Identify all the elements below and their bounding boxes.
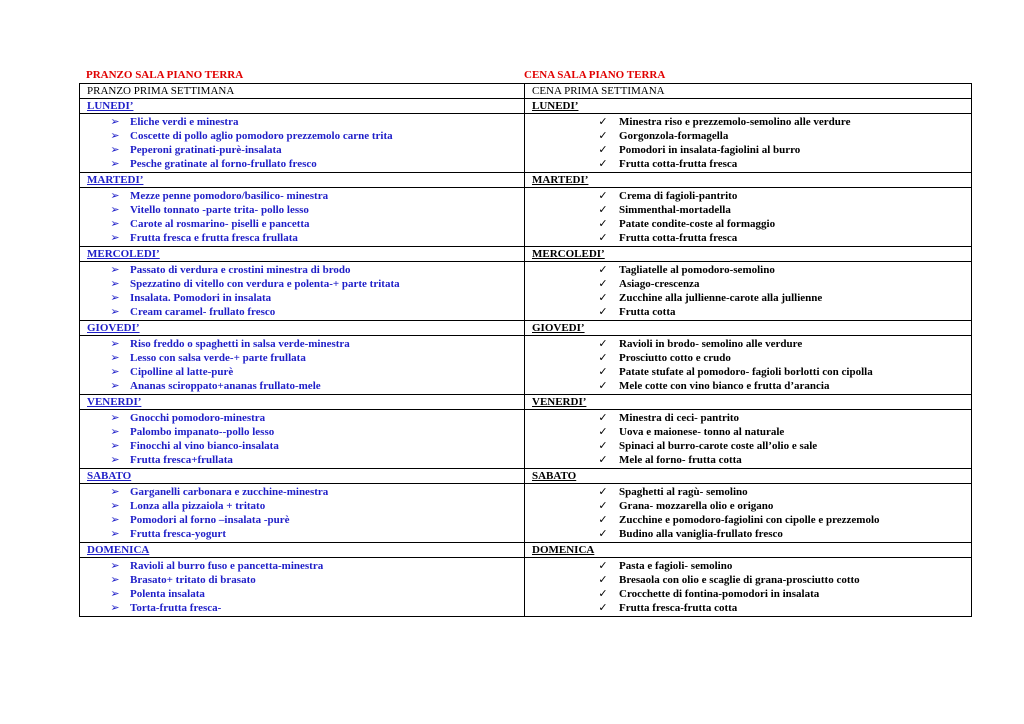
arrow-bullet-icon: ➢ [110,412,120,424]
lunch-dishes-cell [80,558,525,617]
lunch-dish-text: Pomodori al forno –insalata -purè [130,514,290,526]
arrow-bullet-icon: ➢ [110,486,120,498]
dinner-dish [525,499,971,513]
lunch-dish [80,203,524,217]
checkmark-icon: ✓ [598,306,608,318]
arrow-bullet-icon: ➢ [110,352,120,364]
lunch-day-label: VENERDI’ [80,395,525,410]
checkmark-icon: ✓ [598,190,608,202]
lunch-dish-text: Palombo impanato--pollo lesso [130,426,275,438]
dinner-dish [525,115,971,129]
dinner-dish-text: Mele cotte con vino bianco e frutta d’arancia [619,380,830,392]
dinner-section-title: CENA SALA PIANO TERRA [524,69,666,81]
day-row [80,247,972,262]
arrow-bullet-icon: ➢ [110,560,120,572]
dinner-dish-text: Frutta cotta-frutta fresca [619,158,738,170]
checkmark-icon: ✓ [598,574,608,586]
dinner-dish [525,143,971,157]
dinner-dish-text: Frutta cotta-frutta fresca [619,232,738,244]
lunch-dishes-cell [80,410,525,469]
arrow-bullet-icon: ➢ [110,574,120,586]
dinner-dish-text: Mele al forno- frutta cotta [619,454,742,466]
lunch-dishes-cell [80,262,525,321]
dinner-dish-text: Zucchine e pomodoro-fagiolini con cipolle e prezzemolo [619,514,880,526]
dinner-dish [525,129,971,143]
checkmark-icon: ✓ [598,278,608,290]
dinner-dish [525,439,971,453]
dinner-dish-list [525,337,971,393]
lunch-dish [80,453,524,467]
dinner-dish-text: Grana- mozzarella olio e origano [619,500,774,512]
lunch-dish [80,351,524,365]
dinner-dish-list [525,189,971,245]
lunch-dish [80,157,524,171]
lunch-dish [80,143,524,157]
arrow-bullet-icon: ➢ [110,366,120,378]
checkmark-icon: ✓ [598,380,608,392]
dinner-dish-text: Patate stufate al pomodoro- fagioli borlotti con cipolla [619,366,873,378]
lunch-dish [80,513,524,527]
lunch-dish-list [80,411,524,467]
lunch-dish-text: Vitello tonnato -parte trita- pollo lesso [130,204,309,216]
checkmark-icon: ✓ [598,514,608,526]
dinner-dish [525,203,971,217]
lunch-dish [80,337,524,351]
lunch-dish-text: Pesche gratinate al forno-frullato fresco [130,158,317,170]
lunch-day-label: SABATO [80,469,525,484]
dinner-dish [525,411,971,425]
arrow-bullet-icon: ➢ [110,528,120,540]
arrow-bullet-icon: ➢ [110,602,120,614]
dinner-dish [525,277,971,291]
dinner-dishes-cell [525,484,972,543]
arrow-bullet-icon: ➢ [110,500,120,512]
lunch-dish-text: Spezzatino di vitello con verdura e polenta-+ parte tritata [130,278,400,290]
arrow-bullet-icon: ➢ [110,292,120,304]
day-row [80,99,972,114]
lunch-dish [80,499,524,513]
lunch-dish [80,601,524,615]
dinner-dish-text: Crema di fagioli-pantrito [619,190,738,202]
dinner-dish-text: Tagliatelle al pomodoro-semolino [619,264,775,276]
lunch-dish [80,217,524,231]
lunch-dish-list [80,189,524,245]
lunch-dish-text: Ananas sciroppato+ananas frullato-mele [130,380,321,392]
dishes-row [80,484,972,543]
lunch-dish [80,189,524,203]
dinner-dish-text: Gorgonzola-formagella [619,130,729,142]
day-row [80,469,972,484]
dishes-row [80,114,972,173]
dinner-day-label: VENERDI’ [525,395,972,410]
dinner-dish-text: Pomodori in insalata-fagiolini al burro [619,144,801,156]
arrow-bullet-icon: ➢ [110,190,120,202]
dinner-dish [525,453,971,467]
dinner-dish-text: Asiago-crescenza [619,278,700,290]
dinner-dishes-cell [525,558,972,617]
arrow-bullet-icon: ➢ [110,116,120,128]
checkmark-icon: ✓ [598,486,608,498]
dinner-dish [525,601,971,615]
week-subheader-row [80,84,972,99]
dishes-row [80,336,972,395]
arrow-bullet-icon: ➢ [110,306,120,318]
lunch-dish [80,559,524,573]
dinner-dish-text: Simmenthal-mortadella [619,204,731,216]
weekly-menu-table [79,83,972,617]
lunch-dish-text: Mezze penne pomodoro/basilico- minestra [130,190,329,202]
dinner-week-label: CENA PRIMA SETTIMANA [525,84,972,99]
lunch-dish-text: Garganelli carbonara e zucchine-minestra [130,486,329,498]
dinner-dish [525,573,971,587]
dinner-dish-list [525,263,971,319]
dinner-dish [525,217,971,231]
dinner-dish [525,231,971,245]
lunch-dishes-cell [80,484,525,543]
lunch-dish-text: Gnocchi pomodoro-minestra [130,412,266,424]
checkmark-icon: ✓ [598,602,608,614]
dinner-dishes-cell [525,410,972,469]
lunch-section-title: PRANZO SALA PIANO TERRA [86,69,244,81]
arrow-bullet-icon: ➢ [110,130,120,142]
dinner-dish [525,337,971,351]
checkmark-icon: ✓ [598,560,608,572]
lunch-day-label: LUNEDI’ [80,99,525,114]
lunch-day-label: GIOVEDI’ [80,321,525,336]
dinner-dishes-cell [525,262,972,321]
dinner-dish-list [525,115,971,171]
checkmark-icon: ✓ [598,528,608,540]
checkmark-icon: ✓ [598,366,608,378]
lunch-week-label: PRANZO PRIMA SETTIMANA [80,84,525,99]
lunch-dish-text: Frutta fresca-yogurt [130,528,227,540]
lunch-dish [80,277,524,291]
checkmark-icon: ✓ [598,588,608,600]
arrow-bullet-icon: ➢ [110,218,120,230]
lunch-dish-text: Ravioli al burro fuso e pancetta-minestra [130,560,324,572]
checkmark-icon: ✓ [598,426,608,438]
checkmark-icon: ✓ [598,500,608,512]
dinner-dish [525,587,971,601]
dinner-dish [525,157,971,171]
lunch-dish-text: Lesso con salsa verde-+ parte frullata [130,352,306,364]
dinner-dish [525,189,971,203]
lunch-dish-text: Finocchi al vino bianco-insalata [130,440,279,452]
dinner-dish-text: Minestra riso e prezzemolo-semolino alle verdure [619,116,851,128]
lunch-dish-text: Frutta fresca+frullata [130,454,233,466]
arrow-bullet-icon: ➢ [110,158,120,170]
dinner-dish-text: Spaghetti al ragù- semolino [619,486,748,498]
lunch-dish-text: Torta-frutta fresca- [130,602,222,614]
dinner-dish [525,365,971,379]
lunch-dish-text: Peperoni gratinati-purè-insalata [130,144,282,156]
lunch-dish-text: Riso freddo o spaghetti in salsa verde-minestra [130,338,350,350]
dinner-day-label: SABATO [525,469,972,484]
lunch-dish [80,365,524,379]
lunch-dish [80,425,524,439]
checkmark-icon: ✓ [598,264,608,276]
day-row [80,321,972,336]
lunch-dish-text: Brasato+ tritato di brasato [130,574,256,586]
lunch-day-label: MARTEDI’ [80,173,525,188]
dinner-dish [525,559,971,573]
dinner-dish-text: Crocchette di fontina-pomodori in insalata [619,588,820,600]
checkmark-icon: ✓ [598,454,608,466]
dinner-dish [525,425,971,439]
checkmark-icon: ✓ [598,158,608,170]
lunch-dish [80,587,524,601]
dinner-day-label: GIOVEDI’ [525,321,972,336]
dishes-row [80,188,972,247]
dishes-row [80,558,972,617]
dinner-dishes-cell [525,336,972,395]
lunch-dish [80,305,524,319]
dinner-dish-text: Patate condite-coste al formaggio [619,218,776,230]
day-row [80,173,972,188]
dinner-dish-text: Pasta e fagioli- semolino [619,560,733,572]
arrow-bullet-icon: ➢ [110,204,120,216]
lunch-dish-text: Carote al rosmarino- piselli e pancetta [130,218,310,230]
lunch-dish-list [80,263,524,319]
dinner-dish [525,263,971,277]
day-row [80,395,972,410]
dinner-dish [525,305,971,319]
lunch-dish [80,411,524,425]
dinner-dish-text: Frutta cotta [619,306,676,318]
lunch-dish-list [80,337,524,393]
lunch-day-label: DOMENICA [80,543,525,558]
lunch-dish [80,115,524,129]
lunch-dish-text: Frutta fresca e frutta fresca frullata [130,232,298,244]
dinner-dish-text: Minestra di ceci- pantrito [619,412,740,424]
dinner-day-label: LUNEDI’ [525,99,972,114]
lunch-dish [80,263,524,277]
arrow-bullet-icon: ➢ [110,514,120,526]
dinner-dishes-cell [525,188,972,247]
dinner-dish [525,291,971,305]
checkmark-icon: ✓ [598,412,608,424]
dishes-row [80,410,972,469]
dinner-dish-text: Uova e maionese- tonno al naturale [619,426,785,438]
lunch-dish [80,527,524,541]
dinner-dish-text: Zucchine alla julliennе-carote alla jullienne [619,292,823,304]
dinner-dish-list [525,411,971,467]
dinner-dish-text: Ravioli in brodo- semolino alle verdure [619,338,803,350]
arrow-bullet-icon: ➢ [110,144,120,156]
lunch-dish-list [80,115,524,171]
lunch-day-label: MERCOLEDI’ [80,247,525,262]
dishes-row [80,262,972,321]
lunch-dish-text: Cipolline al latte-purè [130,366,234,378]
dinner-day-label: MERCOLEDI’ [525,247,972,262]
arrow-bullet-icon: ➢ [110,278,120,290]
dinner-dish-text: Spinaci al burro-carote coste all’olio e sale [619,440,818,452]
dinner-dish-text: Budino alla vaniglia-frullato fresco [619,528,783,540]
lunch-dish [80,485,524,499]
lunch-dish [80,573,524,587]
dinner-dish [525,527,971,541]
lunch-dish [80,129,524,143]
checkmark-icon: ✓ [598,232,608,244]
dinner-dishes-cell [525,114,972,173]
lunch-dish-text: Polenta insalata [130,588,205,600]
lunch-dish-text: Coscette di pollo aglio pomodoro prezzemolo carne trita [130,130,393,142]
lunch-dish [80,439,524,453]
dinner-dish-text: Prosciutto cotto e crudo [619,352,731,364]
lunch-dish-list [80,485,524,541]
lunch-dish-list [80,559,524,615]
checkmark-icon: ✓ [598,218,608,230]
arrow-bullet-icon: ➢ [110,440,120,452]
checkmark-icon: ✓ [598,116,608,128]
arrow-bullet-icon: ➢ [110,380,120,392]
arrow-bullet-icon: ➢ [110,338,120,350]
dinner-dish [525,351,971,365]
lunch-dish-text: Cream caramel- frullato fresco [130,306,276,318]
checkmark-icon: ✓ [598,338,608,350]
dinner-dish-text: Bresaola con olio e scaglie di grana-prosciutto cotto [619,574,860,586]
lunch-dish-text: Passato di verdura e crostini minestra di brodo [130,264,351,276]
dinner-dish-list [525,559,971,615]
arrow-bullet-icon: ➢ [110,454,120,466]
checkmark-icon: ✓ [598,440,608,452]
arrow-bullet-icon: ➢ [110,588,120,600]
checkmark-icon: ✓ [598,144,608,156]
checkmark-icon: ✓ [598,204,608,216]
lunch-dish [80,231,524,245]
checkmark-icon: ✓ [598,130,608,142]
lunch-dish [80,379,524,393]
lunch-dishes-cell [80,114,525,173]
checkmark-icon: ✓ [598,352,608,364]
lunch-dish-text: Lonza alla pizzaiola + tritato [130,500,266,512]
day-row [80,543,972,558]
arrow-bullet-icon: ➢ [110,426,120,438]
dinner-dish [525,513,971,527]
arrow-bullet-icon: ➢ [110,264,120,276]
dinner-dish [525,379,971,393]
arrow-bullet-icon: ➢ [110,232,120,244]
lunch-dish [80,291,524,305]
dinner-dish-list [525,485,971,541]
dinner-day-label: MARTEDI’ [525,173,972,188]
dinner-dish-text: Frutta fresca-frutta cotta [619,602,738,614]
lunch-dish-text: Insalata. Pomodori in insalata [130,292,272,304]
dinner-dish [525,485,971,499]
dinner-day-label: DOMENICA [525,543,972,558]
lunch-dishes-cell [80,188,525,247]
lunch-dish-text: Eliche verdi e minestra [130,116,239,128]
lunch-dishes-cell [80,336,525,395]
checkmark-icon: ✓ [598,292,608,304]
